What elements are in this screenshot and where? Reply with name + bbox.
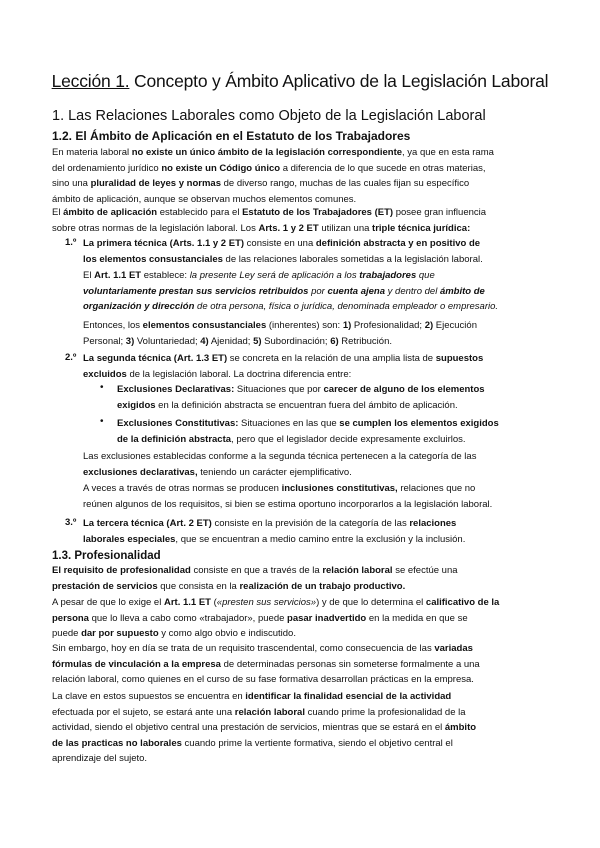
text-line: sobre otras normas de la legislación laboral. Los Arts. 1 y 2 ET utilizan una triple técnica jurídica: [52, 222, 471, 234]
text-line: relación laboral, como quienes en el curso de su fase formativa desarrollan prácticas en la empresa. [52, 674, 474, 686]
text-line: fórmulas de vinculación a la empresa de determinadas personas sin someterse formalmente a una [52, 658, 480, 670]
text-line: actividad, siendo el objetivo central una prestación de servicios, mientras que se estará en el ámbito [52, 722, 477, 734]
paragraph-5 [52, 641, 549, 688]
text-line: A veces a través de otras normas se producen inclusiones constitutivas, relaciones que no [83, 483, 476, 494]
item-2-inclusions [83, 481, 549, 512]
text-line: voluntariamente prestan sus servicios retribuidos por cuenta ajena y dentro del ámbito de [83, 285, 485, 297]
text-line: El ámbito de aplicación establecido para el Estatuto de los Trabajadores (ET) posee gran influencia [52, 207, 487, 218]
text-line: efectuada por el sujeto, se estará ante una relación laboral cuando prime la profesionalidad de la [52, 706, 466, 718]
text-line: aprendizaje del sujeto. [52, 753, 148, 765]
item-1-text [83, 236, 549, 267]
bullet-2: • [100, 416, 104, 427]
title-text: Concepto y Ámbito Aplicativo de la Legislación Laboral [129, 71, 549, 91]
bullet-2-text [117, 416, 549, 447]
text-line: de las practicas no laborales cuando prime la vertiente formativa, siendo el objetivo central el [52, 737, 453, 749]
text-line: sino una pluralidad de leyes y normas de diverso rango, muchas de las cuales fijan su específico [52, 178, 470, 190]
text-line: Entonces, los elementos consustanciales (inherentes) son: 1) Profesionalidad; 2) Ejecución [83, 320, 477, 331]
item-1-quote [83, 268, 549, 315]
bullet-1-text [117, 382, 549, 413]
text-line: excluidos de la legislación laboral. La doctrina diferencia entre: [83, 368, 352, 380]
paragraph-2 [52, 205, 549, 236]
text-line: Personal; 3) Voluntariedad; 4) Ajenidad; 5) Subordinación; 6) Retribución. [83, 335, 393, 347]
text-line: prestación de servicios que consista en la realización de un trabajo productivo. [52, 580, 406, 592]
list-number-3: 3.º [65, 517, 77, 528]
text-line: Las exclusiones establecidas conforme a la segunda técnica pertenecen a la categoría de las [83, 451, 477, 462]
text-line: puede dar por supuesto y como algo obvio e indiscutido. [52, 628, 296, 640]
lesson-label: Lección 1. [51, 71, 130, 91]
list-number-2: 2.º [65, 352, 77, 363]
text-line: exigidos en la definición abstracta se encuentran fuera del ámbito de aplicación. [117, 399, 458, 411]
paragraph-4 [52, 595, 549, 642]
text-line: Exclusiones Constitutivas: Situaciones en las que se cumplen los elementos exigidos [117, 418, 499, 429]
text-line: ámbito de aplicación, aunque se observan muchos elementos comunes. [52, 193, 357, 205]
item-3-text [83, 516, 549, 547]
text-line: los elementos consustanciales de las relaciones laborales sometidas a la legislación laboral. [83, 253, 483, 265]
text-line: de la definición abstracta, pero que el legislador decide expresamente excluirlos. [117, 433, 466, 445]
text-line: laborales especiales, que se encuentran a medio camino entre la exclusión y la inclusión. [83, 533, 466, 545]
text-line: La tercera técnica (Art. 2 ET) consiste en la previsión de la categoría de las relaciones [83, 518, 457, 529]
item-2-exclusions [83, 449, 549, 480]
text-line: A pesar de que lo exige el Art. 1.1 ET («presten sus servicios») y de que lo determina el calificativo de la [52, 597, 500, 608]
text-line: Exclusiones Declarativas: Situaciones que por carecer de alguno de los elementos [117, 384, 485, 395]
section-1-2-heading: 1.2. El Ámbito de Aplicación en el Estatuto de los Trabajadores [52, 129, 411, 143]
text-line: reúnen algunos de los requisitos, si bien se estima oportuno incorporarlos a la legislación laboral. [83, 498, 493, 510]
text-line: exclusiones declarativas, teniendo un carácter ejemplificativo. [83, 466, 352, 478]
section-1-heading: 1. Las Relaciones Laborales como Objeto de la Legislación Laboral [52, 108, 486, 124]
text-line: persona que lo lleva a cabo como «trabajador», puede pasar inadvertido en la medida en que se [52, 612, 468, 624]
text-line: La clave en estos supuestos se encuentra en identificar la finalidad esencial de la actividad [52, 691, 452, 702]
paragraph-3 [52, 563, 549, 594]
section-1-3-heading: 1.3. Profesionalidad [52, 550, 161, 562]
text-line: organización y dirección de otra persona, física o jurídica, denominada empleador o empresario. [83, 301, 499, 313]
text-line: La segunda técnica (Art. 1.3 ET) se concreta en la relación de una amplia lista de supuestos [83, 353, 484, 364]
text-line: En materia laboral no existe un único ámbito de la legislación correspondiente, ya que en esta rama [52, 147, 494, 158]
text-line: La primera técnica (Arts. 1.1 y 2 ET) consiste en una definición abstracta y en positivo de [83, 238, 481, 249]
page-title [0, 71, 600, 92]
text-line: del ordenamiento jurídico no existe un Código único a diferencia de lo que sucede en otras materias, [52, 162, 486, 174]
item-1-elements [83, 318, 549, 349]
paragraph-1 [52, 145, 549, 207]
paragraph-6 [52, 689, 549, 767]
item-2-text [83, 351, 549, 382]
text-line: Sin embargo, hoy en día se trata de un requisito trascendental, como consecuencia de las variadas [52, 643, 473, 654]
bullet-1: • [100, 382, 104, 393]
text-line: El requisito de profesionalidad consiste en que a través de la relación laboral se efectúe una [52, 565, 458, 576]
list-number-1: 1.º [65, 237, 77, 248]
text-line: El Art. 1.1 ET establece: la presente Ley será de aplicación a los trabajadores que [83, 270, 435, 281]
